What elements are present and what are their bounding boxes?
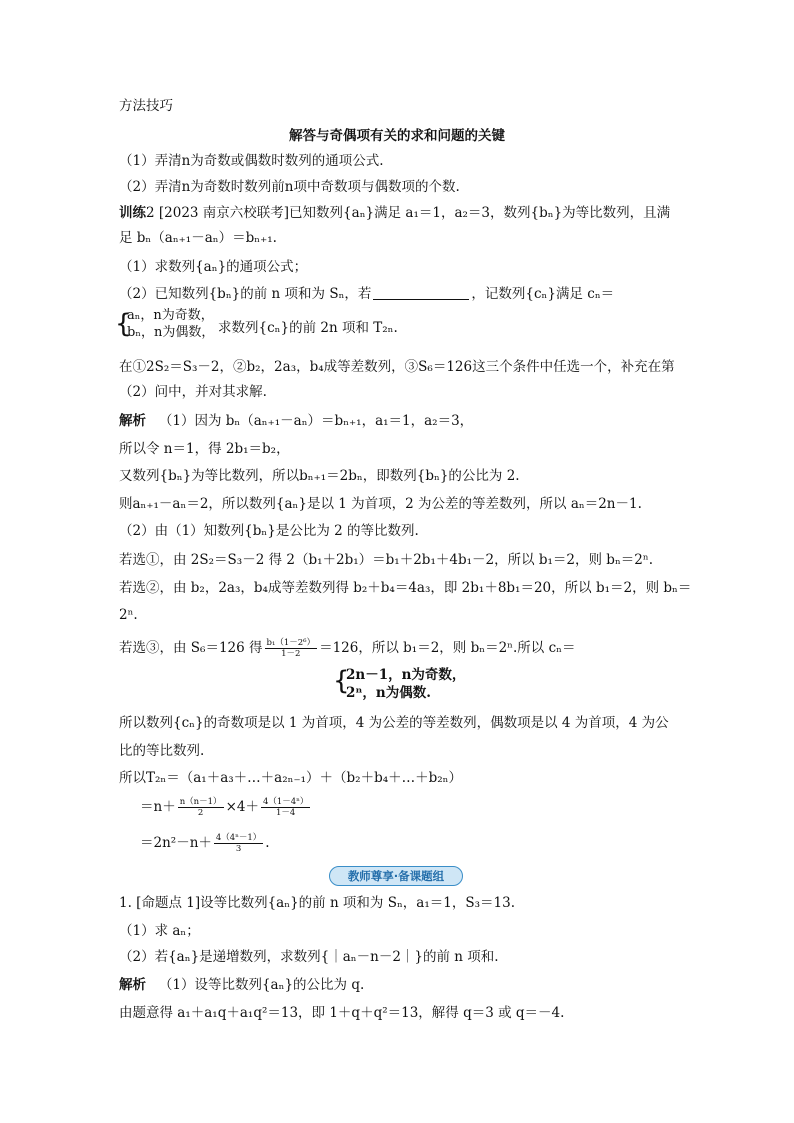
cn-top: 2n－1，n为奇数， <box>346 667 466 683</box>
solution-line-3: 又数列{bₙ}为等比数列，所以bₙ₊₁＝2bₙ，即数列{bₙ}的公比为 2. <box>119 468 520 484</box>
solution-line-6: 若选①，由 2S₂＝S₃－2 得 2（b₁＋2b₁）＝b₁＋2b₁＋4b₁－2，所以 b₁＝2，则 bₙ＝2ⁿ. <box>119 552 654 568</box>
training-line-1 <box>119 203 670 223</box>
solution-line-10: 所以数列{cₙ}的奇数项是以 1 为首项，4 为公差的等差数列，偶数项是以 4 为首项，4 为公 <box>119 715 669 731</box>
piecewise-brace: { <box>115 309 132 339</box>
piece-bottom: bₙ，n为偶数， <box>127 325 215 340</box>
solution-line-9: 若选③，由 S₆＝126 得 $\frac{\text{b₁（1－2⁶）}}{1-2}$ ＝126，所以 b₁＝2，则 bₙ＝2ⁿ.所以 cₙ＝ <box>119 638 576 659</box>
solution-line-4: 则aₙ₊₁－aₙ＝2，所以数列{aₙ}是以 1 为首项，2 为公差的等差数列，所以 aₙ＝2n－1. <box>119 496 642 512</box>
condition-line-2: （2）问中，并对其求解. <box>119 384 267 400</box>
problem-1-line-5: 由题意得 a₁＋a₁q＋a₁q²＝13，即 1＋q＋q²＝13，解得 q＝3 或 q＝－4. <box>119 1005 565 1021</box>
section-label: 方法技巧 <box>119 98 173 114</box>
solution-label: 解析 <box>119 413 146 429</box>
cn-bottom: 2ⁿ，n为偶数. <box>346 685 431 701</box>
solution-line-8: 2ⁿ. <box>119 607 138 623</box>
solution-label: 解析 <box>119 977 146 993</box>
solution-line-7: 若选②，由 b₂，2a₃，b₄成等差数列得 b₂＋b₄＝4a₃，即 2b₁＋8b₁＝20，所以 b₁＝2，则 bₙ＝ <box>119 580 692 596</box>
training-line-2: 足 bₙ（aₙ₊₁－aₙ）＝bₙ₊₁. <box>119 230 277 246</box>
solution-line-2: 所以令 n＝1，得 2b₁＝b₂， <box>119 441 290 457</box>
condition-line-1: 在①2S₂＝S₃－2，②b₂，2a₃，b₄成等差数列，③S₆＝126这三个条件中任选一个，补充在第 <box>119 359 675 375</box>
fraction: $\frac{n(n-1)}{2}$ <box>179 797 222 818</box>
tip-1: （1）弄清n为奇数或偶数时数列的通项公式. <box>119 153 384 169</box>
fraction: $\frac{\text{4（1－4ⁿ）}}{1-4}$ <box>262 797 309 818</box>
fraction: $\frac{\text{b₁（1－2⁶）}}{1-2}$ <box>266 638 316 659</box>
problem-1-line-1: 1. [命题点 1]设等比数列{aₙ}的前 n 项和为 Sₙ，a₁＝1，S₃＝13. <box>119 895 515 911</box>
problem-1-line-2: （1）求 aₙ； <box>119 923 200 939</box>
training-text: 2 [2023 南京六校联考]已知数列{aₙ}满足 a₁＝1，a₂＝3，数列{bₙ}为等比数列，且满 <box>146 205 671 221</box>
solution-line-14: ＝2n²－n＋ $\frac{\text{4（4ⁿ－1）}}{3}$ . <box>140 833 270 854</box>
question-1: （1）求数列{aₙ}的通项公式； <box>119 259 308 275</box>
solution-line-11: 比的等比数列. <box>119 743 205 759</box>
fraction: $\frac{\text{4（4ⁿ－1）}}{3}$ <box>215 833 262 854</box>
solution-line-5: （2）由（1）知数列{bₙ}是公比为 2 的等比数列. <box>119 523 419 539</box>
section-title: 解答与奇偶项有关的求和问题的关键 <box>289 128 505 144</box>
cn-brace: { <box>333 666 350 696</box>
tip-2: （2）弄清n为奇数时数列前n项中奇数项与偶数项的个数. <box>119 179 460 195</box>
problem-1-line-4: 解析 （1）设等比数列{aₙ}的公比为 q. <box>119 977 365 993</box>
question-2: （2）已知数列{bₙ}的前 n 项和为 Sₙ，若 ，记数列{cₙ}满足 cₙ＝ <box>119 286 615 302</box>
piece-tail: 求数列{cₙ}的前 2n 项和 T₂ₙ. <box>218 320 398 336</box>
fill-blank[interactable] <box>373 285 469 300</box>
training-label: 训练 <box>119 205 146 221</box>
problem-1-line-3: （2）若{aₙ}是递增数列，求数列{｜aₙ－n－2｜}的前 n 项和. <box>119 949 499 965</box>
solution-line-1: 解析 （1）因为 bₙ（aₙ₊₁－aₙ）＝bₙ₊₁，a₁＝1，a₂＝3， <box>119 413 474 429</box>
teacher-banner: 教师尊享·备课题组 <box>329 866 463 886</box>
piece-top: aₙ，n为奇数， <box>127 308 214 323</box>
solution-line-13: ＝n＋ $\frac{n(n-1)}{2}$ ×4＋ $\frac{\text{4（1－4ⁿ）}}{1-4}$ <box>140 797 309 818</box>
solution-line-12: 所以T₂ₙ＝（a₁＋a₃＋…＋a₂ₙ₋₁）＋（b₂＋b₄＋…＋b₂ₙ） <box>119 770 463 786</box>
